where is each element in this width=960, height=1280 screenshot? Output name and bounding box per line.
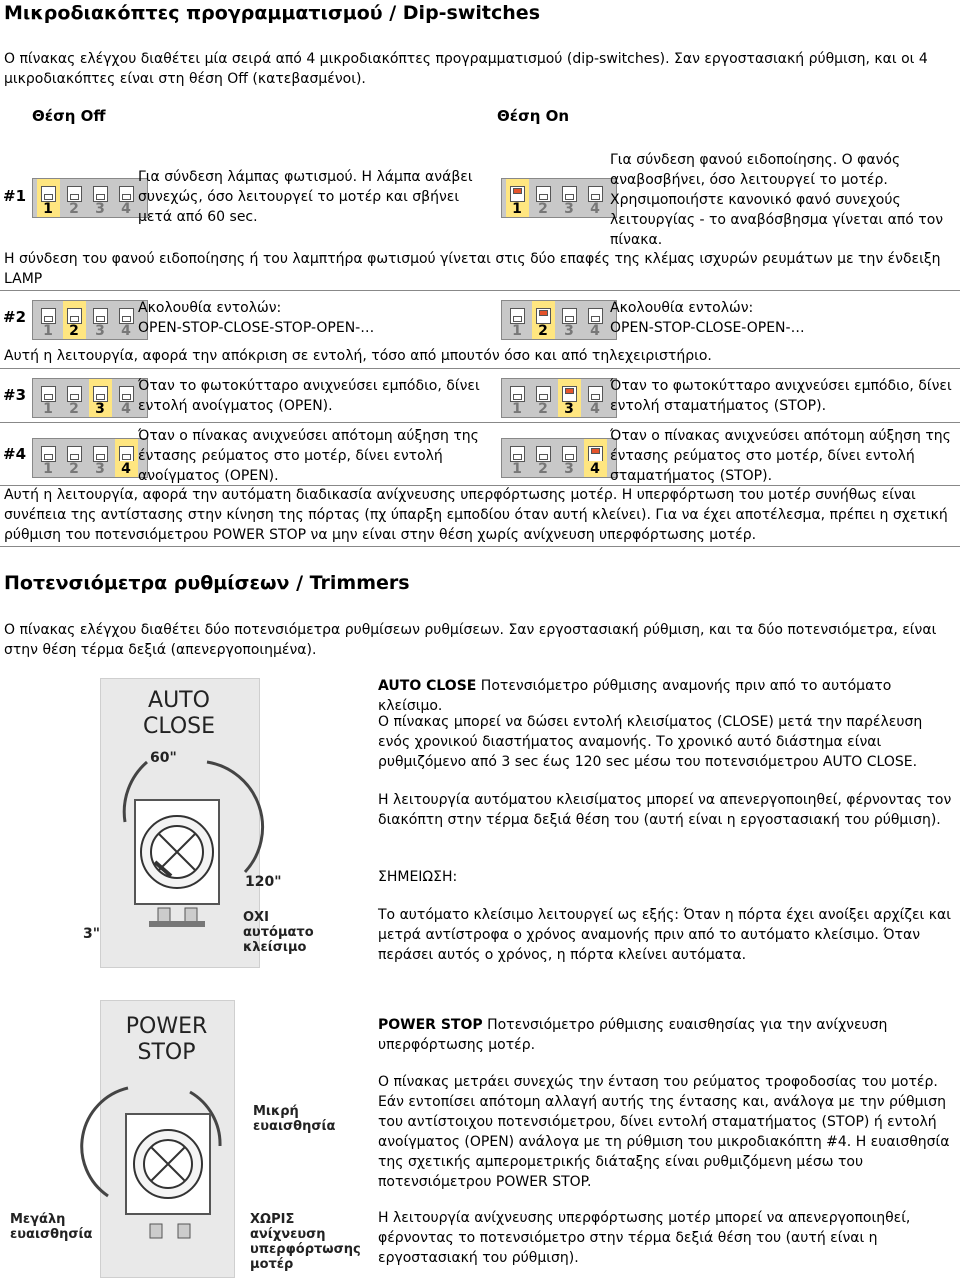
dip-switch: [93, 308, 108, 324]
dip-switch-number: 3: [95, 401, 105, 417]
dip-switch-diagram: [32, 378, 148, 418]
auto-close-p2: Η λειτουργία αυτόματου κλεισίματος μπορεί να απενεργοποιηθεί, φέρνοντας τον διακόπτη στην τέρμα δεξιά θέση του (αυτή είναι η εργοστασιακή του ρύθμιση).: [378, 792, 952, 828]
column-header-off: Θέση Off: [32, 107, 106, 125]
dip-switch-number: 1: [512, 201, 522, 217]
dip-switch-number: 3: [564, 323, 574, 339]
dip-switch-knob: [70, 394, 79, 400]
dip-switch-knob: [96, 454, 105, 460]
dip-switch: [67, 386, 82, 402]
dip-switch: [510, 186, 525, 202]
row-number: #1: [3, 187, 27, 205]
dip-switch-number: 2: [69, 401, 79, 417]
dip-switch-knob: [70, 316, 79, 322]
dip-switch-number: 2: [69, 201, 79, 217]
row-number: #2: [3, 308, 27, 326]
dip-switch-number: 1: [43, 401, 53, 417]
label-no-detection: ΧΩΡΙΣ ανίχνευση υπερφόρτωσης μοτέρ: [250, 1212, 361, 1272]
auto-close-heading: AUTO CLOSE Ποτενσιόμετρο ρύθμισης αναμονής πριν από το αυτόματο κλείσιμο.: [378, 678, 892, 714]
dip-switch-knob: [122, 316, 131, 322]
dip-switch-knob: [96, 394, 105, 400]
dip-switch: [510, 386, 525, 402]
dip-switch-knob: [513, 188, 522, 194]
dip-switch-knob: [44, 316, 53, 322]
power-stop-p1: Ο πίνακας μετράει συνεχώς την ένταση του ρεύματος τροφοδοσίας του μοτέρ. Εάν εντοπίσει απότομη αλλαγή αυτής της έντασης και, ανάλογα με την ρύθμιση του αντίστοιχου ποτενσιόμετρου, δίνει εντολή σταματήματος (STOP) ή εντολή ανοίγματος (OPEN) ανάλογα με τη ρύθμιση του μικροδιακόπτη #4. Η ευαισθησία της σχετικής αμπερομετρικής διάταξης είναι ρυθμιζόμενη μέσω του ποτενσιόμετρου POWER STOP.: [378, 1074, 950, 1190]
dip-switch: [562, 386, 577, 402]
dip-switch: [119, 446, 134, 462]
dip-switch-diagram: [32, 438, 148, 478]
dip-switch-number: 3: [95, 461, 105, 477]
dip-switch-number: 4: [590, 201, 600, 217]
dip-switch: [562, 308, 577, 324]
dip-switch: [562, 186, 577, 202]
dip-switch-knob: [591, 448, 600, 454]
dip-switch-diagram: [501, 378, 617, 418]
row2-on-label: Ακολουθία εντολών:: [610, 300, 754, 316]
dip-switch: [588, 186, 603, 202]
dip-switch: [41, 446, 56, 462]
dip-switch-number: 4: [590, 401, 600, 417]
dip-switch-number: 2: [69, 461, 79, 477]
note-overload: Αυτή η λειτουργία, αφορά την αυτόματη διαδικασία ανίχνευσης υπερφόρτωσης μοτέρ. Η υπερφόρτωση του μοτέρ συνήθως είναι συνέπεια της αντίστασης στην κίνηση της πόρτας (πχ ύπαρξη εμποδίου όταν αυτή κλείνει). Για να έχει αποτέλεσμα, πρέπει η σχετική ρύθμιση του ποτενσιόμετρου POWER STOP να μην είναι στην θέση χωρίς ανίχνευση υπερφόρτωσης μοτέρ.: [4, 487, 948, 543]
dip-switch-number: 1: [43, 201, 53, 217]
dip-switch-number: 1: [43, 323, 53, 339]
dip-switch-knob: [122, 194, 131, 200]
dip-switch: [588, 386, 603, 402]
dip-switch-knob: [44, 454, 53, 460]
dip-switch-number: 3: [95, 201, 105, 217]
dip-switch: [67, 308, 82, 324]
dip-switch: [119, 386, 134, 402]
row-number: #3: [3, 386, 27, 404]
dip-switch: [41, 186, 56, 202]
column-header-on: Θέση On: [497, 107, 570, 125]
auto-close-note-text: Το αυτόματο κλείσιμο λειτουργεί ως εξής: Όταν η πόρτα έχει ανοίξει αρχίζει και μετρά αντίστροφα ο χρόνος αναμονής πριν από το αυτόματο κλείσιμο. Όταν περάσει αυτός ο χρόνος, η πόρτα κλείνει αυτόματα.: [378, 907, 951, 963]
dip-switch-number: 2: [69, 323, 79, 339]
dip-switch: [536, 186, 551, 202]
dip-switch-number: 3: [564, 401, 574, 417]
row4-on-text: Όταν ο πίνακας ανιχνεύσει απότομη αύξηση της έντασης ρεύματος στο μοτέρ, δίνει εντολή σταματήματος (STOP).: [610, 428, 951, 484]
dip-switch-knob: [565, 454, 574, 460]
dip-switch: [67, 446, 82, 462]
dip-switch-number: 4: [586, 461, 604, 477]
dip-switch: [93, 446, 108, 462]
dip-switch-knob: [513, 316, 522, 322]
dip-switch-number: 3: [564, 201, 574, 217]
dip-switch-diagram: [501, 178, 617, 218]
auto-close-illustration: [55, 672, 355, 972]
dip-switch: [536, 308, 551, 324]
dip-switch-number: 1: [512, 401, 522, 417]
dip-switch-number: 2: [538, 201, 548, 217]
power-stop-heading: POWER STOP Ποτενσιόμετρο ρύθμισης ευαισθησίας για την ανίχνευση υπερφόρτωσης μοτέρ.: [378, 1017, 888, 1053]
dip-switch: [67, 186, 82, 202]
dip-section-title: Μικροδιακόπτες προγραμματισμού / Dip-switches: [4, 2, 540, 24]
dip-switch-knob: [96, 316, 105, 322]
dip-switch-number: 3: [564, 461, 574, 477]
dip-switch-diagram: [501, 300, 617, 340]
power-stop-p2: Η λειτουργία ανίχνευσης υπερφόρτωσης μοτέρ μπορεί να απενεργοποιηθεί, φέρνοντας το ποτενσιόμετρο στην τέρμα δεξιά θέση του (αυτή είναι η εργοστασιακή του ρύθμιση).: [378, 1210, 911, 1266]
dip-switch-knob: [70, 194, 79, 200]
dip-switch-knob: [539, 194, 548, 200]
dip-switch: [588, 446, 603, 462]
trim-section-title: Ποτενσιόμετρα ρυθμίσεων / Trimmers: [4, 572, 410, 594]
label-small-sensitivity: Μικρή ευαισθησία: [253, 1104, 336, 1134]
dip-switch-knob: [591, 316, 600, 322]
divider: [0, 368, 960, 369]
dip-switch: [510, 446, 525, 462]
dip-switch-number: 2: [538, 401, 548, 417]
dip-switch-diagram: [501, 438, 617, 478]
dip-switch: [510, 308, 525, 324]
label-big-sensitivity: Μεγάλη ευαισθησία: [10, 1212, 93, 1242]
dip-switch: [41, 308, 56, 324]
mark-60: 60": [150, 750, 177, 766]
dip-switch-number: 3: [95, 323, 105, 339]
auto-close-note-title: ΣΗΜΕΙΩΣΗ:: [378, 869, 458, 885]
auto-close-label: AUTO CLOSE: [142, 688, 215, 739]
dip-switch-knob: [44, 394, 53, 400]
dip-switch-knob: [539, 394, 548, 400]
dip-switch-knob: [591, 194, 600, 200]
row3-on-text: Όταν το φωτοκύτταρο ανιχνεύσει εμπόδιο, δίνει εντολή σταματήματος (STOP).: [610, 378, 952, 414]
dip-switch-knob: [513, 394, 522, 400]
trim-intro: Ο πίνακας ελέγχου διαθέτει δύο ποτενσιόμετρα ρυθμίσεων ρυθμίσεων. Σαν εργοστασιακή ρύθμιση, και τα δύο ποτενσιόμετρα, είναι στην θέση τέρμα δεξιά (απενεργοποιημένα).: [4, 622, 937, 658]
dip-switch: [41, 386, 56, 402]
dip-switch-knob: [44, 194, 53, 200]
dip-switch: [93, 186, 108, 202]
dip-switch-knob: [565, 388, 574, 394]
mark-120: 120": [245, 874, 282, 890]
dip-switch-knob: [565, 194, 574, 200]
divider: [0, 422, 960, 423]
divider: [0, 546, 960, 547]
dip-switch-number: 4: [590, 323, 600, 339]
row2-on-sequence: OPEN-STOP-CLOSE-OPEN-…: [610, 320, 805, 336]
dip-switch-knob: [513, 454, 522, 460]
dip-switch-knob: [122, 394, 131, 400]
dip-switch-number: 4: [117, 461, 135, 477]
dip-switch-number: 1: [43, 461, 53, 477]
dip-switch-knob: [122, 454, 131, 460]
row3-off-text: Όταν το φωτοκύτταρο ανιχνεύσει εμπόδιο, δίνει εντολή ανοίγματος (OPEN).: [138, 378, 480, 414]
dip-switch-number: 2: [538, 461, 548, 477]
row4-off-text: Όταν ο πίνακας ανιχνεύσει απότομη αύξηση της έντασης ρεύματος στο μοτέρ, δίνει εντολή ανοίγματος (OPEN).: [138, 428, 479, 484]
row1-on-text: Για σύνδεση φανού ειδοποίησης. Ο φανός αναβοσβήνει, όσο λειτουργεί το μοτέρ. Χρησιμοποιήστε κανονικό φανό συνεχούς λειτουργίας - το αναβόσβησμα γίνεται από τον πίνακα.: [610, 152, 944, 248]
dip-switch-knob: [539, 454, 548, 460]
dip-switch-number: 4: [121, 201, 131, 217]
dip-switch: [93, 386, 108, 402]
dip-switch-knob: [591, 394, 600, 400]
dip-switch: [119, 186, 134, 202]
dip-switch: [562, 446, 577, 462]
row1-off-text: Για σύνδεση λάμπας φωτισμού. Η λάμπα ανάβει συνεχώς, όσο λειτουργεί το μοτέρ και σβήνει μετά από 60 sec.: [138, 169, 473, 225]
dip-switch: [588, 308, 603, 324]
dip-switch-diagram: [32, 300, 148, 340]
dip-switch-number: 1: [512, 461, 522, 477]
dip-switch-knob: [96, 194, 105, 200]
dip-switch-knob: [70, 454, 79, 460]
dip-switch-knob: [565, 316, 574, 322]
mark-3: 3": [83, 926, 101, 942]
row2-off-label: Ακολουθία εντολών:: [138, 300, 282, 316]
label-no-autoclose: ΟΧΙ αυτόματο κλείσιμο: [243, 910, 314, 955]
auto-close-p1: Ο πίνακας μπορεί να δώσει εντολή κλεισίματος (CLOSE) μετά την παρέλευση ενός χρονικού διαστήματος αναμονής. Το χρονικό αυτό διάστημα είναι ρυθμιζόμενο από 3 sec έως 120 sec μέσω του ποτενσιόμετρου AUTO CLOSE.: [378, 714, 923, 770]
dip-intro: Ο πίνακας ελέγχου διαθέτει μία σειρά από 4 μικροδιακόπτες προγραμματισμού (dip-switches). Σαν εργοστασιακή ρύθμιση, και οι 4 μικροδιακόπτες είναι στη θέση Off (κατεβασμένοι).: [4, 51, 928, 87]
dip-switch-number: 2: [538, 323, 548, 339]
dip-switch: [536, 446, 551, 462]
row-number: #4: [3, 445, 27, 463]
dip-switch-number: 4: [121, 401, 131, 417]
dip-switch-number: 1: [512, 323, 522, 339]
dip-switch-number: 4: [121, 323, 131, 339]
power-stop-label: POWER STOP: [125, 1014, 208, 1065]
divider: [0, 290, 960, 291]
note-lamp: Η σύνδεση του φανού ειδοποίησης ή του λαμπτήρα φωτισμού γίνεται στις δύο επαφές της κλέμας ισχυρών ρευμάτων με την ένδειξη LAMP: [4, 251, 941, 287]
dip-switch: [536, 386, 551, 402]
note-command: Αυτή η λειτουργία, αφορά την απόκριση σε εντολή, τόσο από μπουτόν όσο και από τηλεχειριστήριο.: [4, 348, 712, 364]
dip-switch-knob: [539, 310, 548, 316]
dip-switch: [119, 308, 134, 324]
row2-off-sequence: OPEN-STOP-CLOSE-STOP-OPEN-…: [138, 320, 375, 336]
power-stop-illustration: [0, 996, 370, 1280]
dip-switch-diagram: [32, 178, 148, 218]
